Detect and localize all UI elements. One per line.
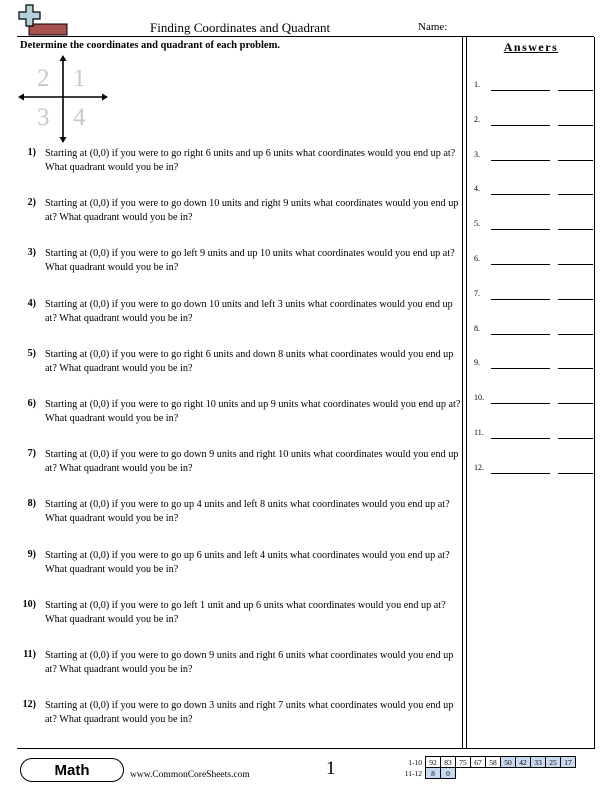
page-title: Finding Coordinates and Quadrant: [150, 20, 331, 35]
answer-number: 9.: [474, 358, 480, 368]
problem-text: Starting at (0,0) if you were to go right 10 units and up 9 units what coordinates would you end up at? What quadrant would you be in?: [45, 398, 461, 424]
problem-number: 6): [27, 397, 36, 409]
answer-number: 3.: [474, 149, 480, 159]
score-cell: 42: [516, 757, 531, 768]
coordinates-answer-line[interactable]: [491, 403, 550, 404]
column-divider-inner: [466, 37, 467, 748]
score-cell: 25: [546, 757, 561, 768]
quadrant-answer-line[interactable]: [558, 160, 593, 161]
problem: [20, 247, 462, 297]
problem-number: 3): [27, 247, 36, 259]
answer-row: [474, 184, 594, 219]
problem-list: [20, 147, 462, 749]
problem: [20, 298, 462, 348]
problem-number: 8): [27, 498, 36, 510]
problem-text: Starting at (0,0) if you were to go up 4 units and left 8 units what coordinates would you end up at? What quadrant would you be in?: [45, 499, 450, 525]
answer-row: [474, 115, 594, 150]
score-row: [392, 768, 576, 779]
coordinates-answer-line[interactable]: [491, 160, 550, 161]
problem: [20, 498, 462, 548]
coordinates-answer-line[interactable]: [491, 368, 550, 369]
quadrant-answer-line[interactable]: [558, 264, 593, 265]
quadrant-answer-line[interactable]: [558, 299, 593, 300]
y-axis: [60, 55, 67, 143]
score-cell: 83: [441, 757, 456, 768]
answer-list: [474, 80, 594, 498]
answer-number: 7.: [474, 288, 480, 298]
problem-text: Starting at (0,0) if you were to go down 10 units and left 3 units what coordinates would you end up at? What quadrant would you be in?: [45, 298, 453, 324]
problem-text: Starting at (0,0) if you were to go left 9 units and up 10 units what coordinates would you end up at? What quadrant would you be in?: [45, 248, 455, 274]
problem-number: 11): [23, 648, 36, 660]
problem-number: 1): [27, 147, 36, 158]
quadrant-2-label: 2: [37, 65, 50, 92]
answer-number: 5.: [474, 219, 480, 229]
quadrant-answer-line[interactable]: [558, 403, 593, 404]
quadrant-3-label: 3: [37, 104, 50, 131]
answer-row: [474, 289, 594, 324]
problem-text: Starting at (0,0) if you were to go down 9 units and right 10 units what coordinates would you end up at? What quadrant would you be in?: [45, 449, 459, 475]
answer-row: [474, 358, 594, 393]
answer-row: [474, 80, 594, 115]
answers-heading: Answers: [503, 40, 559, 54]
score-table: [392, 756, 576, 779]
problem-number: 5): [27, 347, 36, 359]
coordinates-answer-line[interactable]: [491, 264, 550, 265]
score-row-label: 11-12: [404, 768, 422, 778]
website-url: www.CommonCoreSheets.com: [130, 770, 250, 780]
answer-row: [474, 219, 594, 254]
quadrant-answer-line[interactable]: [558, 334, 593, 335]
logo: [17, 2, 69, 38]
answer-number: 8.: [474, 323, 480, 333]
quadrant-answer-line[interactable]: [558, 229, 593, 230]
problem-number: 4): [27, 297, 36, 309]
score-cell: 58: [486, 757, 501, 768]
problem: [20, 448, 462, 498]
problem-text: Starting at (0,0) if you were to go right 6 units and up 6 units what coordinates would you end up at? What quadrant would you be in?: [45, 148, 456, 173]
problem: [20, 649, 462, 699]
name-label: Name:: [418, 21, 448, 33]
score-row: [392, 757, 576, 768]
answer-number: 12.: [474, 462, 484, 472]
problem-number: 9): [27, 548, 36, 560]
coordinates-answer-line[interactable]: [491, 125, 550, 126]
coordinates-answer-line[interactable]: [491, 473, 550, 474]
score-cell: 92: [426, 757, 441, 768]
problem-number: 2): [27, 197, 36, 209]
problem-text: Starting at (0,0) if you were to go left 1 unit and up 6 units what coordinates would you end up at? What quadrant would you be in?: [45, 599, 446, 625]
page-number: 1: [326, 758, 336, 779]
problem-number: 7): [27, 448, 36, 460]
answer-number: 11.: [474, 427, 484, 437]
quadrant-answer-line[interactable]: [558, 194, 593, 195]
quadrant-answer-line[interactable]: [558, 368, 593, 369]
problem: [20, 599, 462, 649]
answer-number: 2.: [474, 114, 480, 124]
answer-row: [474, 393, 594, 428]
answer-row: [474, 254, 594, 289]
problem: [20, 699, 462, 749]
coordinates-answer-line[interactable]: [491, 334, 550, 335]
quadrant-answer-line[interactable]: [558, 438, 593, 439]
score-row-label: 1-10: [408, 757, 422, 767]
answer-row: [474, 428, 594, 463]
coordinates-answer-line[interactable]: [491, 438, 550, 439]
coordinates-answer-line[interactable]: [491, 299, 550, 300]
answer-number: 6.: [474, 253, 480, 263]
problem-text: Starting at (0,0) if you were to go up 6 units and left 4 units what coordinates would you end up at? What quadrant would you be in?: [45, 549, 450, 575]
quadrant-answer-line[interactable]: [558, 473, 593, 474]
answer-row: [474, 463, 594, 498]
subject-badge: Math: [20, 758, 124, 782]
problem-text: Starting at (0,0) if you were to go down 9 units and right 6 units what coordinates would you end up at? What quadrant would you be in?: [45, 649, 454, 675]
score-cell: 8: [426, 768, 441, 779]
problem-number: 10): [22, 598, 36, 610]
problem: [20, 147, 462, 197]
quadrant-answer-line[interactable]: [558, 125, 593, 126]
score-cell: 0: [441, 768, 456, 779]
score-cell: 50: [501, 757, 516, 768]
quadrant-4-label: 4: [73, 104, 86, 131]
problem-text: Starting at (0,0) if you were to go down 3 units and right 7 units what coordinates would you end up at? What quadrant would you be in?: [45, 700, 454, 726]
problem-text: Starting at (0,0) if you were to go right 6 units and down 8 units what coordinates would you end up at? What quadrant would you be in?: [45, 348, 454, 374]
quadrant-1-label: 1: [73, 65, 86, 92]
answer-number: 10.: [474, 393, 484, 403]
answer-row: [474, 324, 594, 359]
problem-number: 12): [22, 699, 36, 711]
coordinates-answer-line[interactable]: [491, 194, 550, 195]
quadrant-answer-line[interactable]: [558, 90, 593, 91]
coordinates-answer-line[interactable]: [491, 229, 550, 230]
header-divider: [17, 36, 594, 37]
score-cell: 67: [471, 757, 486, 768]
right-border: [594, 37, 595, 748]
problem: [20, 348, 462, 398]
answer-row: [474, 150, 594, 185]
problem-text: Starting at (0,0) if you were to go down 10 units and right 9 units what coordinates would you end up at? What quadrant would you be in?: [45, 198, 459, 224]
answer-number: 4.: [474, 184, 480, 194]
instructions: Determine the coordinates and quadrant of each problem.: [20, 40, 280, 51]
column-divider: [462, 37, 463, 748]
score-cell: 75: [456, 757, 471, 768]
coordinates-answer-line[interactable]: [491, 90, 550, 91]
score-cell: 33: [531, 757, 546, 768]
answer-number: 1.: [474, 80, 480, 89]
problem: [20, 549, 462, 599]
quadrant-diagram: [18, 55, 108, 143]
problem: [20, 197, 462, 247]
score-cell: 17: [561, 757, 576, 768]
problem: [20, 398, 462, 448]
